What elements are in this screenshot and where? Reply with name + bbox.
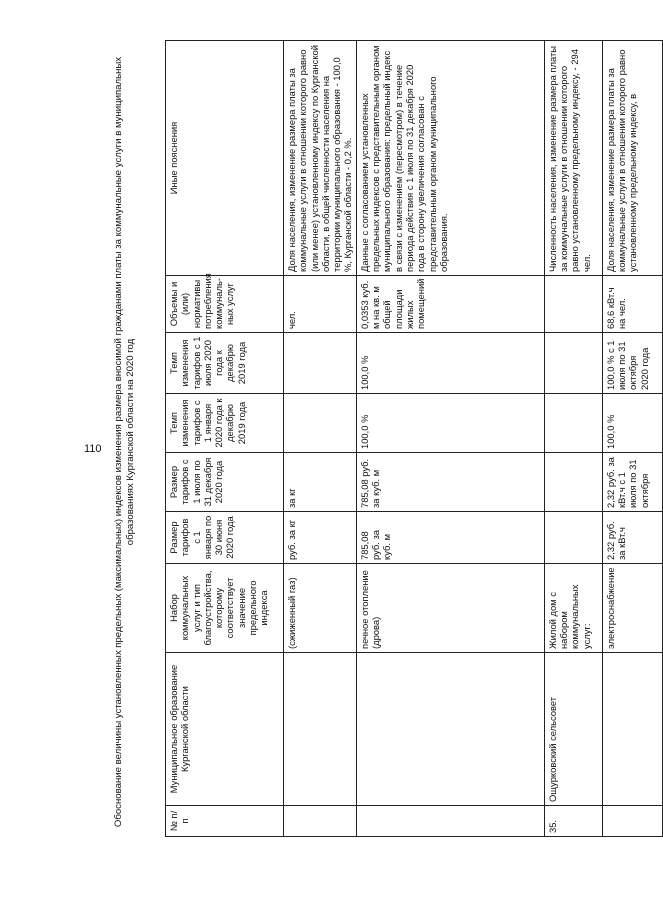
cell-notes: Численность населения, изменение размера платы за коммунальные услуги в отношении которого равно установленному предельному индексу, - 294 чел. xyxy=(544,41,602,276)
cell-municipality xyxy=(284,653,357,806)
column-header-notes: Иные пояснения xyxy=(166,41,284,276)
cell-service-set: (сжиженный газ) xyxy=(284,564,357,653)
cell-tariff-jan xyxy=(544,512,602,564)
cell-tariff-jul: 2,32 руб. за кВт.ч с 1 июля по 31 октября xyxy=(602,453,662,512)
table-header-row xyxy=(166,41,284,837)
cell-number xyxy=(356,806,544,837)
cell-number: 35. xyxy=(544,806,602,837)
cell-rate-jul xyxy=(284,333,357,394)
cell-rate-jan xyxy=(544,394,602,453)
cell-municipality: Ощурковский сельсовет xyxy=(544,653,602,806)
page-number: 110 xyxy=(84,443,102,455)
cell-rate-jul xyxy=(544,333,602,394)
cell-tariff-jan: руб. за кг xyxy=(284,512,357,564)
column-header-municipality: Муниципальное образование Курганской области xyxy=(166,653,284,806)
column-header-tariff-jan: Размер тарифов с 1 января по 30 июня 2020 года xyxy=(166,512,284,564)
cell-service-set: печное отопление (дрова) xyxy=(356,564,544,653)
cell-rate-jan: 100,0 % xyxy=(356,394,544,453)
cell-rate-jan xyxy=(284,394,357,453)
column-header-rate-jan: Темп изменения тарифов с 1 января 2020 года к декабрю 2019 года xyxy=(166,394,284,453)
cell-service-set: Жилой дом с набором коммунальных услуг: xyxy=(544,564,602,653)
cell-volume: чел. xyxy=(284,276,357,333)
table-row xyxy=(544,41,602,837)
cell-rate-jan: 100,0 % xyxy=(602,394,662,453)
cell-volume: 0,0353 куб. м на кв. м общей площади жилых помещений xyxy=(356,276,544,333)
column-header-volume: Объемы и (или) нормативы потребления коммуналь-ных услуг xyxy=(166,276,284,333)
cell-notes: Доля населения, изменение размера платы за коммунальные услуги в отношении которого равно (или менее) установленному индексу по Курганской области, в общей численности населения на территории муниципального образования - 100,0 %, Курганской области - 0,2 %. xyxy=(284,41,357,276)
cell-municipality xyxy=(602,653,662,806)
cell-number xyxy=(284,806,357,837)
table-caption: Обоснование величины установленных предельных (максимальных) индексов изменения размера вносимой гражданами платы за коммунальные услуги в муниципальных образованиях Курганской области на 2020 год xyxy=(113,56,136,828)
cell-tariff-jan: 785,08 руб. за куб. м xyxy=(356,512,544,564)
table-row xyxy=(356,41,544,837)
rotated-table-sheet xyxy=(113,45,650,837)
cell-rate-jul: 100,0 % с 1 июля по 31 октября 2020 года xyxy=(602,333,662,394)
table-row xyxy=(602,41,662,837)
cell-service-set: электроснабжение xyxy=(602,564,662,653)
column-header-number: № п/п xyxy=(166,806,284,837)
cell-number xyxy=(602,806,662,837)
tariff-index-table xyxy=(165,40,663,837)
cell-volume xyxy=(544,276,602,333)
cell-tariff-jan: 2,32 руб. за кВт.ч xyxy=(602,512,662,564)
column-header-service-set: Набор коммунальных услуг и тип благоустройства, которому соответствует значение предельного индекса xyxy=(166,564,284,653)
cell-notes: Доля населения, изменение размера платы за коммунальные услуги в отношении которого равно установленному предельному индексу, в xyxy=(602,41,662,276)
column-header-tariff-jul: Размер тарифов с 1 июля по 31 декабря 2020 года xyxy=(166,453,284,512)
cell-tariff-jul: 785,08 руб. за куб. м xyxy=(356,453,544,512)
cell-municipality xyxy=(356,653,544,806)
cell-rate-jul: 100,0 % xyxy=(356,333,544,394)
table-row xyxy=(284,41,357,837)
cell-volume: 68,6 кВт.ч на чел. xyxy=(602,276,662,333)
cell-tariff-jul xyxy=(544,453,602,512)
cell-notes: Данные с согласованием установленных предельных индексов с представительным органом муниципального образования: предельный индекс в связи с изменением (пересмотром) в течение периода действия с 1 июля по 31 декабря 2020 года в сторону увеличения согласован с представительным органом муниципального образования. xyxy=(356,41,544,276)
column-header-rate-jul: Темп изменения тарифов с 1 июля 2020 года к декабрю 2019 года xyxy=(166,333,284,394)
cell-tariff-jul: за кг xyxy=(284,453,357,512)
